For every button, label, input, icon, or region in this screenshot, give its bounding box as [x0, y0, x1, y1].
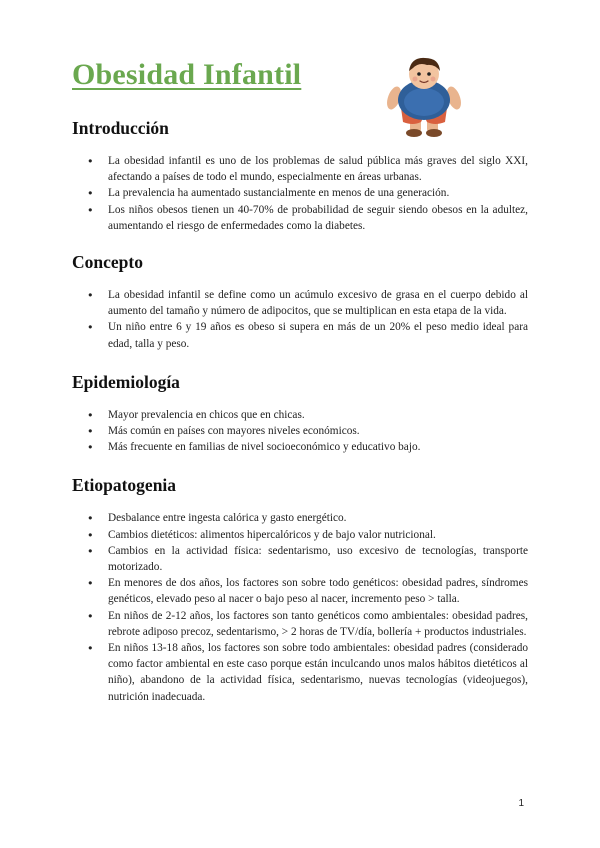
list-item: ● Más frecuente en familias de nivel socioeconómico y educativo bajo.	[108, 439, 528, 455]
list-item: ● En niños 13-18 años, los factores son sobre todo ambientales: obesidad padres (considerado como factor ambiental en este caso porque están inculcando unos malos hábitos dietéticos al niño), abandono de la actividad física, sedentarismo, nuevas tecnologías (videojuegos), nutrición inadecuada.	[108, 640, 528, 705]
document-content	[72, 118, 528, 705]
section-introduccion	[72, 118, 528, 234]
list-item: ● Cambios en la actividad física: sedentarismo, uso excesivo de tecnologías, transporte motorizado.	[108, 543, 528, 575]
list-item: ● En niños de 2-12 años, los factores son tanto genéticos como ambientales: obesidad padres, rebrote adiposo precoz, sedentarismo, > 2 horas de TV/día, bollería + productos industriales.	[108, 608, 528, 640]
section-heading: Epidemiología	[72, 371, 180, 392]
page-title: Obesidad Infantil	[72, 58, 302, 91]
section-epidemiologia	[72, 372, 528, 456]
section-heading: Etiopatogenia	[72, 475, 177, 496]
list-item: ● Cambios dietéticos: alimentos hipercalóricos y de bajo valor nutricional.	[108, 527, 528, 543]
section-heading: Concepto	[72, 252, 143, 273]
list-item: ● La obesidad infantil se define como un acúmulo excesivo de grasa en el cuerpo debido al aumento del tamaño y número de adipocitos, que se multiplican en esta etapa de la vida.	[108, 287, 528, 319]
bullet-list	[72, 510, 528, 704]
list-item: ● Un niño entre 6 y 19 años es obeso si supera en más de un 20% el peso medio ideal para edad, talla y peso.	[108, 319, 528, 351]
list-item: ● La prevalencia ha aumentado sustancialmente en menos de una generación.	[108, 185, 528, 201]
list-item: ● Más común en países con mayores niveles económicos.	[108, 423, 528, 439]
section-concepto	[72, 252, 528, 352]
list-item: ● Los niños obesos tienen un 40-70% de probabilidad de seguir siendo obesos en la adultez, aumentando el riesgo de enfermedades como la diabetes.	[108, 202, 528, 234]
section-etiopatogenia	[72, 475, 528, 704]
list-item: ● Mayor prevalencia en chicos que en chicas.	[108, 407, 528, 423]
list-item: ● Desbalance entre ingesta calórica y gasto energético.	[108, 510, 528, 526]
page-number: 1	[518, 798, 524, 809]
list-item: ● En menores de dos años, los factores son sobre todo genéticos: obesidad padres, síndromes genéticos, elevado peso al nacer o bajo peso al nacer, incremento peso > talla.	[108, 575, 528, 607]
bullet-list	[72, 407, 528, 456]
section-heading: Introducción	[72, 118, 169, 138]
list-item: ● La obesidad infantil es uno de los problemas de salud pública más graves del siglo XXI, afectando a países de todo el mundo, especialmente en áreas urbanas.	[108, 153, 528, 185]
bullet-list	[72, 153, 528, 234]
bullet-list	[72, 287, 528, 352]
